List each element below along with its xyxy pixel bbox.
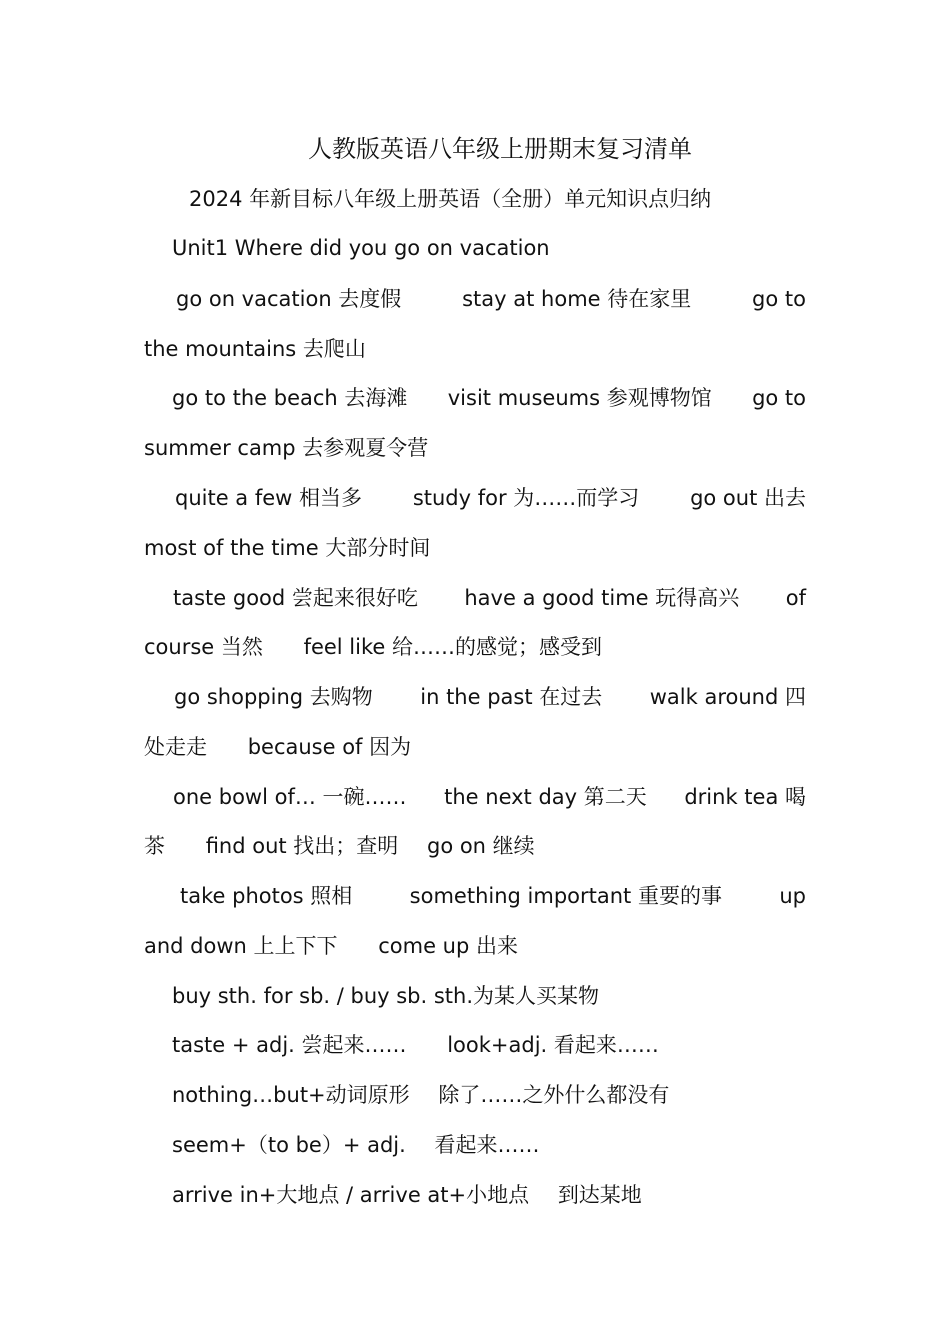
- unit-heading: Unit1 Where did you go on vacation: [172, 236, 550, 260]
- phrase: feel like 给……的感觉；感受到: [303, 635, 602, 659]
- phrase: drink tea 喝: [684, 785, 806, 809]
- phrase-line: [144, 433, 806, 463]
- phrase: go to the beach 去海滩: [172, 386, 408, 410]
- phrase: in the past 在过去: [420, 685, 603, 709]
- phrase: buy sth. for sb. / buy sb. sth.为某人买某物: [172, 984, 600, 1008]
- phrase: 茶: [144, 834, 165, 858]
- phrase-line: [172, 1030, 834, 1060]
- phrase: find out 找出；查明: [205, 834, 399, 858]
- phrase-line: [144, 732, 806, 762]
- phrase: go on 继续: [426, 834, 535, 858]
- phrase-line: [172, 1180, 834, 1210]
- phrase-line: [144, 831, 806, 861]
- phrase: go out 出去: [690, 486, 806, 510]
- phrase-line: [172, 1130, 834, 1160]
- phrase: 处走走: [144, 735, 207, 759]
- phrase-line: [173, 782, 806, 812]
- phrase: one bowl of… 一碗……: [173, 785, 407, 809]
- phrase: the mountains 去爬山: [144, 337, 366, 361]
- phrase-line: [173, 583, 806, 613]
- phrase: and down 上上下下: [144, 934, 338, 958]
- phrase-line: [172, 383, 806, 413]
- document-title: 人教版英语八年级上册期末复习清单: [308, 135, 692, 163]
- phrase: nothing…but+动词原形: [172, 1083, 410, 1107]
- phrase: stay at home 待在家里: [462, 287, 692, 311]
- phrase: go shopping 去购物: [174, 685, 373, 709]
- phrase: most of the time 大部分时间: [144, 536, 431, 560]
- phrase-line: [144, 533, 806, 563]
- phrase-line: [176, 284, 806, 314]
- phrase: visit museums 参观博物馆: [447, 386, 712, 410]
- phrase: look+adj. 看起来……: [447, 1033, 659, 1057]
- phrase: up: [779, 884, 806, 908]
- phrase: study for 为……而学习: [412, 486, 640, 510]
- phrase: something important 重要的事: [409, 884, 722, 908]
- phrase: 除了……之外什么都没有: [438, 1083, 670, 1107]
- phrase: go on vacation 去度假: [176, 287, 402, 311]
- phrase: come up 出来: [378, 934, 518, 958]
- phrase: 到达某地: [557, 1183, 642, 1207]
- phrase-line: [174, 682, 806, 712]
- phrase: go to: [752, 287, 806, 311]
- phrase: of: [785, 586, 806, 610]
- phrase: summer camp 去参观夏令营: [144, 436, 429, 460]
- phrase-line: [172, 1080, 834, 1110]
- phrase: course 当然: [144, 635, 263, 659]
- phrase: the next day 第二天: [444, 785, 647, 809]
- document-subtitle: 2024 年新目标八年级上册英语（全册）单元知识点归纳: [189, 187, 712, 211]
- phrase: 看起来……: [434, 1133, 540, 1157]
- phrase: taste + adj. 尝起来……: [172, 1033, 407, 1057]
- phrase-line: [180, 881, 806, 911]
- phrase: seem+（to be）+ adj.: [172, 1133, 406, 1157]
- phrase-line: [172, 981, 834, 1011]
- phrase: have a good time 玩得高兴: [464, 586, 740, 610]
- phrase: take photos 照相: [180, 884, 353, 908]
- phrase: because of 因为: [247, 735, 412, 759]
- phrase-line: [175, 483, 806, 513]
- phrase: walk around 四: [649, 685, 806, 709]
- phrase: quite a few 相当多: [175, 486, 363, 510]
- phrase: taste good 尝起来很好吃: [173, 586, 418, 610]
- phrase-line: [144, 931, 806, 961]
- phrase: go to: [752, 386, 806, 410]
- phrase-line: [144, 334, 806, 364]
- phrase: arrive in+大地点 / arrive at+小地点: [172, 1183, 530, 1207]
- phrase-line: [144, 632, 806, 662]
